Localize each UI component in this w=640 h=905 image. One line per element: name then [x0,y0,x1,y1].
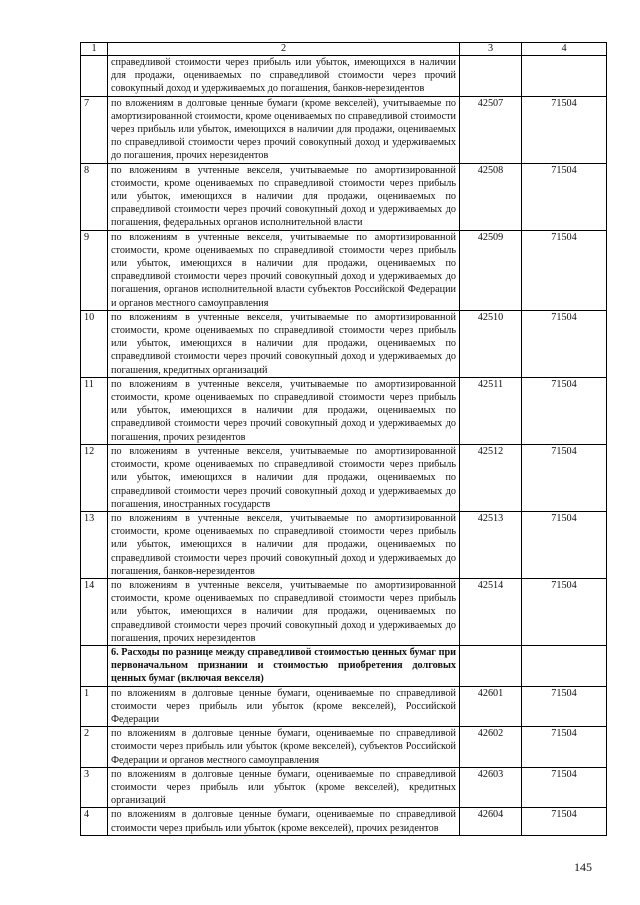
row-account-number: 42508 [460,163,522,230]
row-symbol-code: 71504 [522,727,607,768]
section-empty-cell [522,645,607,686]
row-description: по вложениям в долговые ценные бумаги, оцениваемые по справедливой стоимости через прибыль или убыток (кроме векселей), Российской Федерации [108,686,460,727]
row-number: 3 [81,767,108,808]
header-row [81,43,607,56]
row-number: 7 [81,96,108,163]
section-block [81,645,607,686]
row-description: по вложениям в долговые ценные бумаги, оцениваемые по справедливой стоимости через прибыль или убыток (кроме векселей), кредитных организаций [108,767,460,808]
header-col-1: 1 [81,43,108,56]
row-description: по вложениям в долговые ценные бумаги (кроме векселей), учитываемые по амортизированной стоимости, кроме оцениваемых по справедливой стоимости через прибыль или убыток, имеющихся в наличии для продажи, оцениваемых по справедливой стоимости через прочий совокупный доход и удерживаемых до погашения, прочих нерезидентов [108,96,460,163]
row-symbol-code: 71504 [522,511,607,578]
section-title: 6. Расходы по разнице между справедливой стоимостью ценных бумаг при первоначальном признании и стоимостью приобретения долговых ценных бумаг (включая векселя) [108,645,460,686]
row-description: по вложениям в учтенные векселя, учитываемые по амортизированной стоимости, кроме оцениваемых по справедливой стоимости через прибыль или убыток, имеющихся в наличии для продажи, оцениваемых по справедливой стоимости через прочий совокупный доход и удерживаемых до погашения, банков-нерезидентов [108,511,460,578]
section-empty-cell [460,645,522,686]
row-number: 4 [81,808,108,835]
accounts-table [80,42,607,836]
row-description: по вложениям в долговые ценные бумаги, оцениваемые по справедливой стоимости через прибыль или убыток (кроме векселей), субъектов Российской Федерации и органов местного самоуправления [108,727,460,768]
row-number: 12 [81,444,108,511]
row-symbol-code: 71504 [522,96,607,163]
table-row [81,808,607,835]
table-row [81,377,607,444]
row-number: 11 [81,377,108,444]
table-row [81,56,607,97]
row-number: 8 [81,163,108,230]
header-col-2: 2 [108,43,460,56]
row-symbol-code: 71504 [522,444,607,511]
row-number: 10 [81,310,108,377]
row-symbol-code: 71504 [522,686,607,727]
row-account-number: 42507 [460,96,522,163]
row-number: 9 [81,230,108,310]
section-num-cell [81,645,108,686]
row-symbol-code: 71504 [522,163,607,230]
row-number [81,56,108,97]
row-account-number: 42514 [460,578,522,645]
table-row [81,578,607,645]
table-row [81,230,607,310]
row-description: справедливой стоимости через прибыль или убыток, имеющихся в наличии для продажи, оцениваемых по справедливой стоимости через прочий совокупный доход и удерживаемых до погашения, банков-нерезидентов [108,56,460,97]
row-number: 13 [81,511,108,578]
row-description: по вложениям в учтенные векселя, учитываемые по амортизированной стоимости, кроме оцениваемых по справедливой стоимости через прибыль или убыток, имеющихся в наличии для продажи, оцениваемых по справедливой стоимости через прочий совокупный доход и удерживаемых до погашения, органов исполнительной власти субъектов Российской Федерации и органов местного самоуправления [108,230,460,310]
row-description: по вложениям в учтенные векселя, учитываемые по амортизированной стоимости, кроме оцениваемых по справедливой стоимости через прибыль или убыток, имеющихся в наличии для продажи, оцениваемых по справедливой стоимости через прочий совокупный доход и удерживаемых до погашения, кредитных организаций [108,310,460,377]
table-row [81,444,607,511]
row-number: 1 [81,686,108,727]
table-row [81,686,607,727]
row-account-number: 42511 [460,377,522,444]
table-row [81,163,607,230]
table-row [81,511,607,578]
row-symbol-code: 71504 [522,767,607,808]
section-row [81,645,607,686]
row-symbol-code [522,56,607,97]
row-description: по вложениям в учтенные векселя, учитываемые по амортизированной стоимости, кроме оцениваемых по справедливой стоимости через прибыль или убыток, имеющихся в наличии для продажи, оцениваемых по справедливой стоимости через прочий совокупный доход и удерживаемых до погашения, иностранных государств [108,444,460,511]
row-symbol-code: 71504 [522,578,607,645]
header-col-3: 3 [460,43,522,56]
page-number: 145 [574,860,592,874]
row-number: 2 [81,727,108,768]
row-symbol-code: 71504 [522,808,607,835]
row-description: по вложениям в учтенные векселя, учитываемые по амортизированной стоимости, кроме оцениваемых по справедливой стоимости через прибыль или убыток, имеющихся в наличии для продажи, оцениваемых по справедливой стоимости через прочий совокупный доход и удерживаемых до погашения, прочих резидентов [108,377,460,444]
table-body-part-1 [81,56,607,646]
row-description: по вложениям в учтенные векселя, учитываемые по амортизированной стоимости, кроме оцениваемых по справедливой стоимости через прибыль или убыток, имеющихся в наличии для продажи, оцениваемых по справедливой стоимости через прочий совокупный доход и удерживаемых до погашения, федеральных органов исполнительной власти [108,163,460,230]
row-account-number: 42509 [460,230,522,310]
row-description: по вложениям в долговые ценные бумаги, оцениваемые по справедливой стоимости через прибыль или убыток (кроме векселей), прочих резидентов [108,808,460,835]
table-row [81,727,607,768]
row-account-number: 42510 [460,310,522,377]
table-row [81,767,607,808]
header-col-4: 4 [522,43,607,56]
table-body-part-2 [81,686,607,835]
row-symbol-code: 71504 [522,230,607,310]
row-description: по вложениям в учтенные векселя, учитываемые по амортизированной стоимости, кроме оцениваемых по справедливой стоимости через прибыль или убыток, имеющихся в наличии для продажи, оцениваемых по справедливой стоимости через прочий совокупный доход и удерживаемых до погашения, прочих нерезидентов [108,578,460,645]
row-number: 14 [81,578,108,645]
row-account-number: 42603 [460,767,522,808]
row-account-number: 42602 [460,727,522,768]
row-account-number: 42513 [460,511,522,578]
row-account-number [460,56,522,97]
row-symbol-code: 71504 [522,310,607,377]
table-row [81,96,607,163]
row-account-number: 42604 [460,808,522,835]
row-account-number: 42512 [460,444,522,511]
row-account-number: 42601 [460,686,522,727]
row-symbol-code: 71504 [522,377,607,444]
table-row [81,310,607,377]
